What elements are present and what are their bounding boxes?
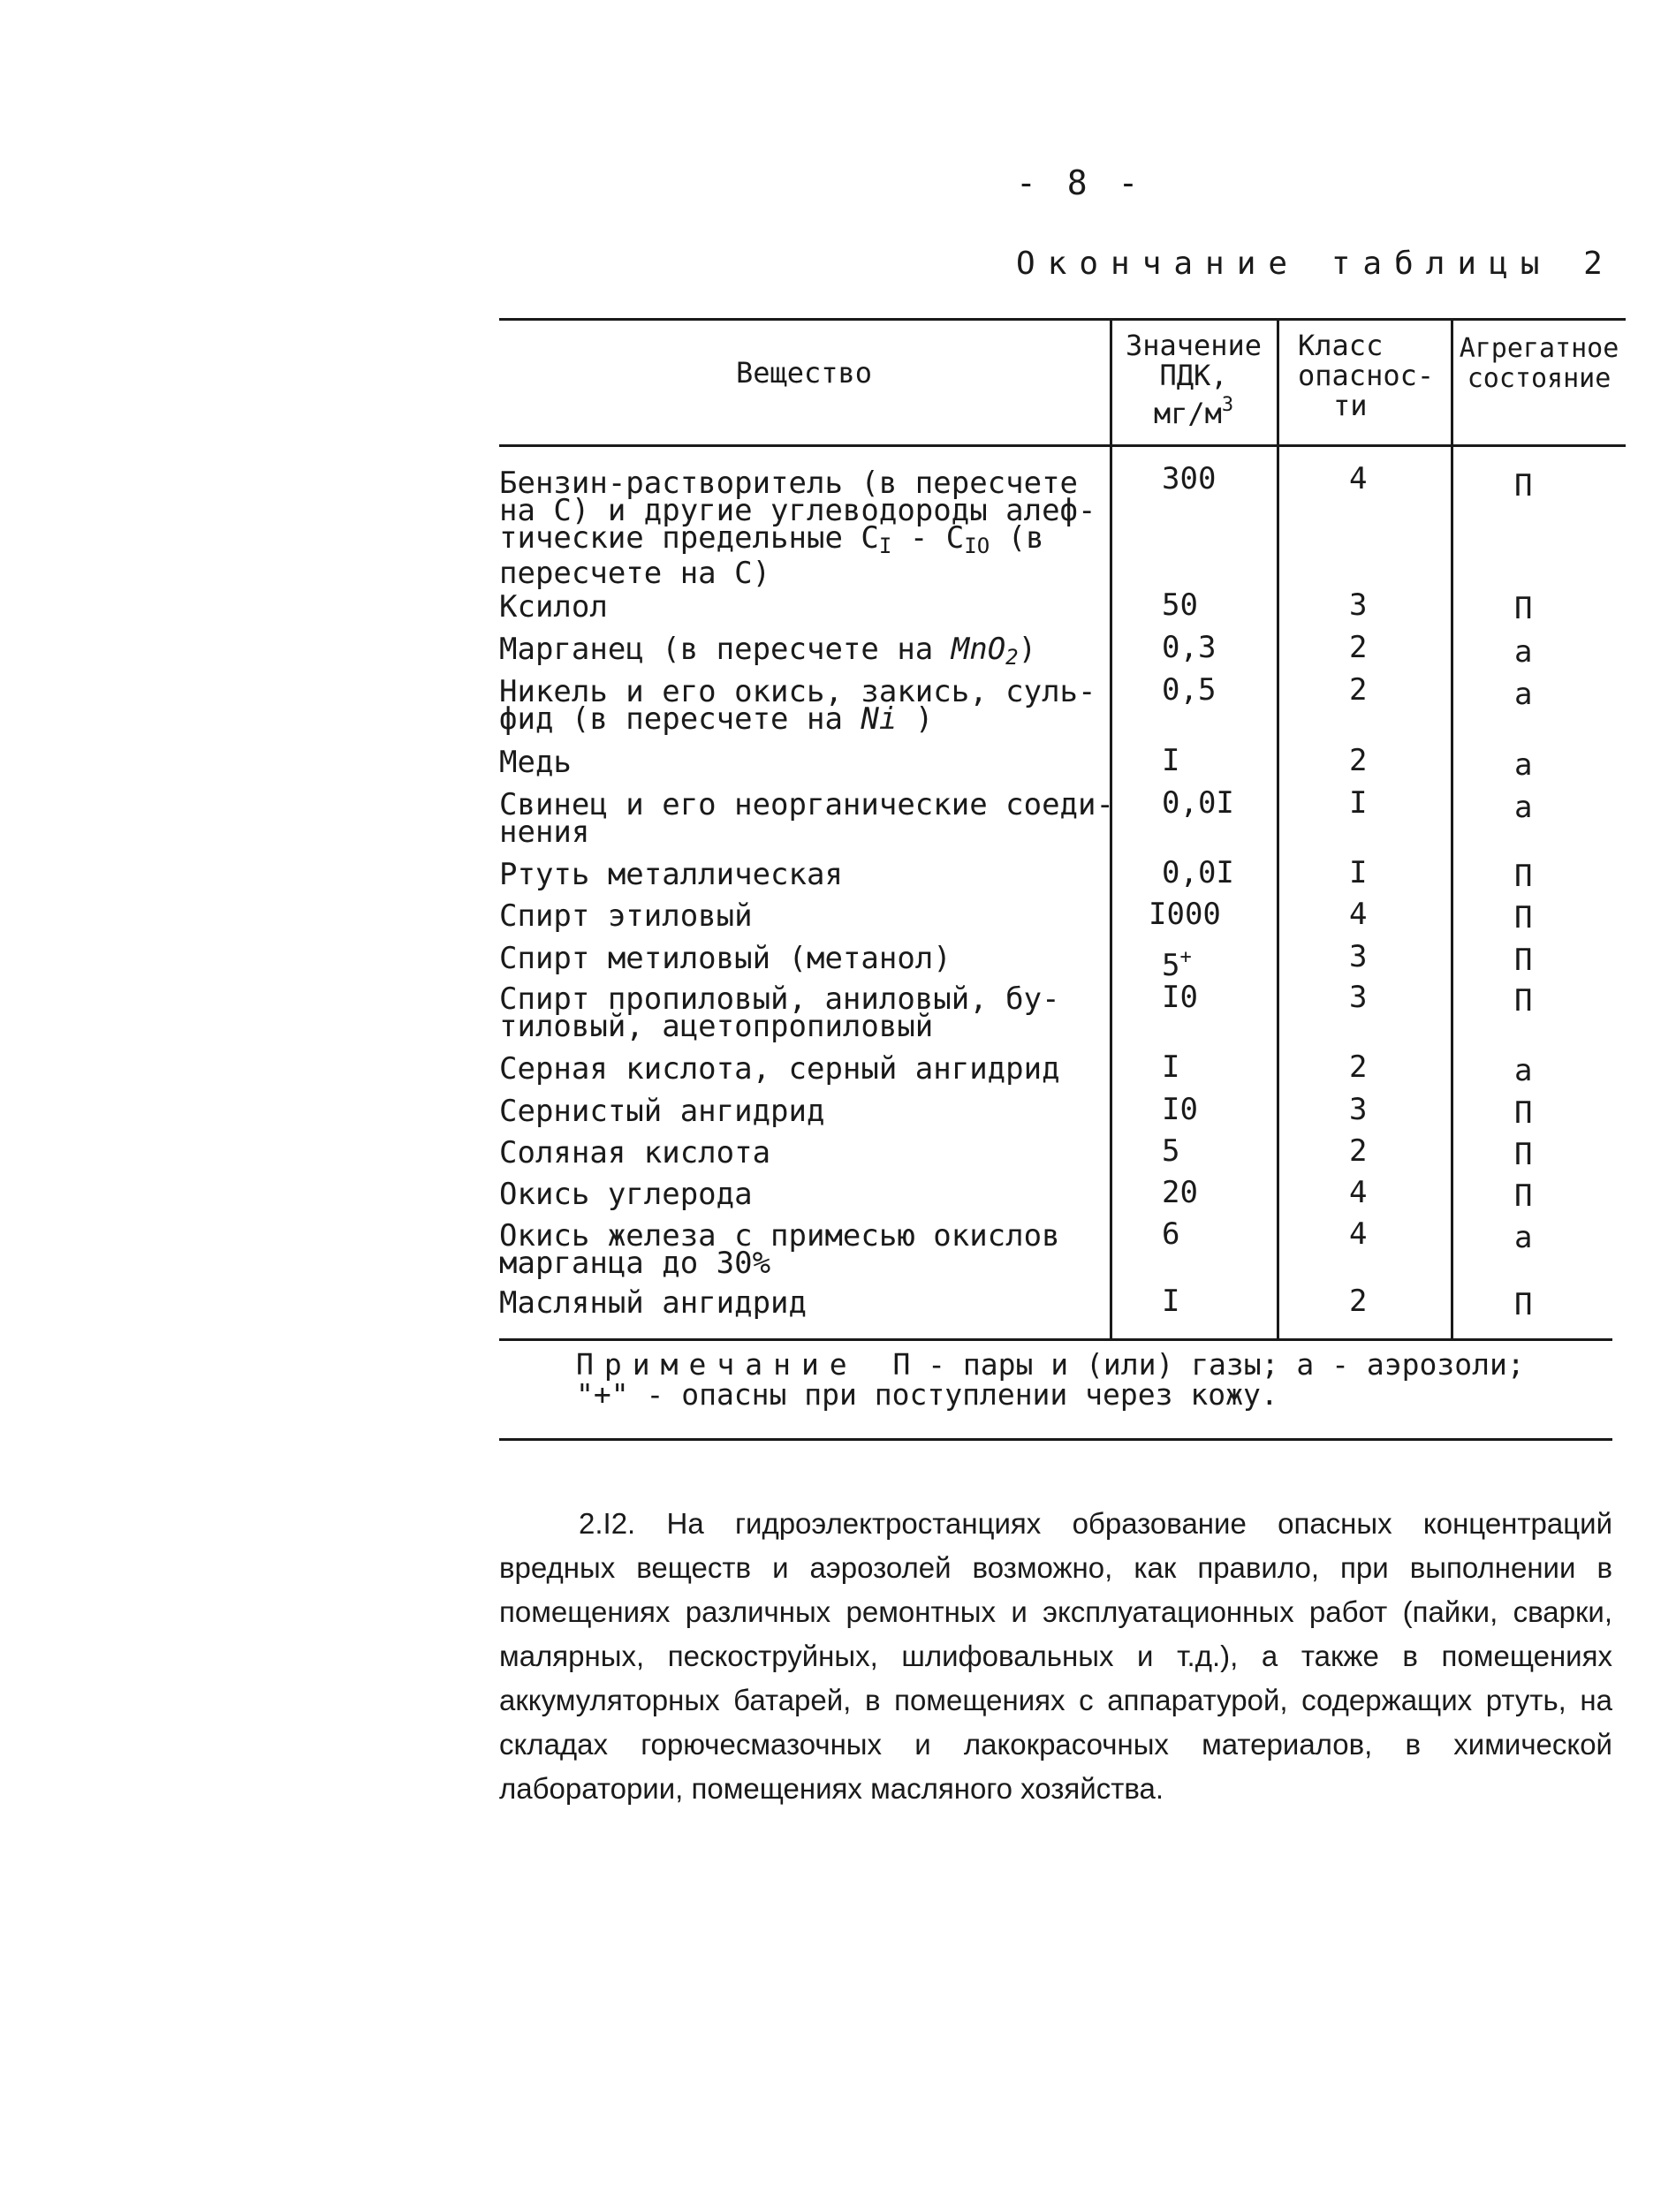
table-row-substance: Никель и его окись, закись, суль- фид (в пересчете на Ni ) xyxy=(499,674,1096,737)
table-row-substance: Сернистый ангидрид xyxy=(499,1094,825,1129)
table-row-substance: Окись железа с примесью окислов марганца до 30% xyxy=(499,1218,1060,1281)
table-row-pdk: 50 xyxy=(1162,587,1198,623)
table-row-substance: Ртуть металлическая xyxy=(499,857,843,892)
table-row-class: 2 xyxy=(1349,743,1368,778)
page-number: - 8 - xyxy=(1016,163,1144,202)
table-row-pdk: I000 xyxy=(1149,897,1221,932)
table-row-pdk: 5+ xyxy=(1162,946,1192,983)
table-row-state: П xyxy=(1514,1178,1533,1214)
table-row-pdk: 0,0I xyxy=(1162,855,1234,890)
table-row-substance: Спирт метиловый (метанол) xyxy=(499,941,952,976)
table-row-state: П xyxy=(1514,859,1533,894)
table-row-class: 2 xyxy=(1349,1133,1368,1169)
table-row-pdk: 0,0I xyxy=(1162,785,1234,821)
table-row-state: П xyxy=(1514,983,1533,1019)
table-row-state: а xyxy=(1514,790,1533,825)
note-line-1: П - пары и (или) газы; а - аэрозоли; xyxy=(892,1347,1525,1382)
table-bottom-rule xyxy=(499,1338,1612,1341)
table-row-substance: Свинец и его неорганические соеди- нения xyxy=(499,787,1114,850)
column-divider-3 xyxy=(1451,320,1453,1338)
table-row-state: а xyxy=(1514,634,1533,670)
column-divider-2 xyxy=(1277,320,1279,1338)
table-row-class: I xyxy=(1349,855,1368,890)
table-row-state: П xyxy=(1514,1095,1533,1131)
table-row-substance: Медь xyxy=(499,745,572,780)
table-row-substance: Соляная кислота xyxy=(499,1135,771,1170)
table-row-pdk: I xyxy=(1162,1284,1180,1319)
table-row-class: 4 xyxy=(1349,461,1368,496)
table-row-class: 3 xyxy=(1349,980,1368,1015)
table-row-substance: Бензин-растворитель (в пересчете на С) и другие углеводороды алеф- тические предельные $С_I - С_{IO}$ (в пересчете на С) xyxy=(499,466,1096,591)
table-row-pdk: 5 xyxy=(1162,1133,1180,1169)
note-line-2: "+" - опасны при поступлении через кожу. xyxy=(576,1377,1278,1412)
table-row-pdk: 0,3 xyxy=(1162,630,1217,665)
table-row-state: а xyxy=(1514,1220,1533,1255)
table-row-state: П xyxy=(1514,900,1533,936)
table-row-state: а xyxy=(1514,747,1533,783)
table-row-class: I xyxy=(1349,785,1368,821)
table-row-class: 2 xyxy=(1349,630,1368,665)
table-row-state: П xyxy=(1514,591,1533,626)
body-paragraph: 2.I2. На гидроэлектростанциях образование опасных концентраций вредных веществ и аэрозолей возможно, как правило, при выполнении в помещениях различных ремонтных и эксплуатационных работ (пайки, сварки, малярных, пескоструйных, шлифовальных и т.д.), а также в помещениях аккумуляторных батарей, в помещениях с аппаратурой, содержащих ртуть, на складах горючесмазочных и лакокрасочных материалов, в химической лаборатории, помещениях масляного хозяйства. xyxy=(499,1507,1612,1805)
table-row-class: 4 xyxy=(1349,1175,1368,1210)
header-pdk: Значение ПДК, $мг/м^3$ xyxy=(1125,329,1263,430)
table-row-substance: Ксилол xyxy=(499,589,608,625)
table-row-pdk: 6 xyxy=(1162,1216,1180,1252)
table-row-class: 2 xyxy=(1349,1049,1368,1085)
table-row-state: П xyxy=(1514,1287,1533,1322)
table-row-class: 3 xyxy=(1349,939,1368,974)
table-row-class: 2 xyxy=(1349,672,1368,708)
table-row-class: 3 xyxy=(1349,587,1368,623)
table-row-pdk: 300 xyxy=(1162,461,1217,496)
table-row-pdk: I0 xyxy=(1162,980,1198,1015)
table-row-state: П xyxy=(1514,943,1533,978)
table-row-pdk: I xyxy=(1162,743,1180,778)
table-row-pdk: 0,5 xyxy=(1162,672,1217,708)
table-row-pdk: I0 xyxy=(1162,1092,1198,1127)
table-row-substance: Масляный ангидрид xyxy=(499,1285,807,1321)
table-row-pdk: I xyxy=(1162,1049,1180,1085)
table-row-state: а xyxy=(1514,677,1533,712)
table-row-class: 3 xyxy=(1349,1092,1368,1127)
table-note xyxy=(576,1347,1525,1412)
table-row-substance: Спирт пропиловый, аниловый, бу- тиловый, ацетопропиловый xyxy=(499,981,1060,1044)
note-label: Примечание xyxy=(576,1347,858,1382)
table-row-substance: Спирт этиловый xyxy=(499,898,753,934)
table-top-rule xyxy=(499,318,1626,321)
table-caption: Окончание таблицы 2 xyxy=(1016,246,1615,282)
table-row-state: П xyxy=(1514,468,1533,504)
header-substance: Вещество xyxy=(735,356,873,390)
header-hazard-class: Класс опаснос- ти xyxy=(1298,329,1435,422)
table-row-class: 4 xyxy=(1349,1216,1368,1252)
note-bottom-rule xyxy=(499,1438,1612,1441)
table-row-state: а xyxy=(1514,1053,1533,1088)
table-row-substance: Серная кислота, серный ангидрид xyxy=(499,1051,1060,1087)
table-row-substance: Марганец (в пересчете на MnO$_2$) xyxy=(499,632,1037,670)
table-row-class: 2 xyxy=(1349,1284,1368,1319)
header-state: Агрегатное состояние xyxy=(1459,333,1619,394)
table-row-state: П xyxy=(1514,1137,1533,1172)
table-row-substance: Окись углерода xyxy=(499,1177,753,1212)
header-bottom-rule xyxy=(499,444,1626,447)
table-row-pdk: 20 xyxy=(1162,1175,1198,1210)
table-row-class: 4 xyxy=(1349,897,1368,932)
